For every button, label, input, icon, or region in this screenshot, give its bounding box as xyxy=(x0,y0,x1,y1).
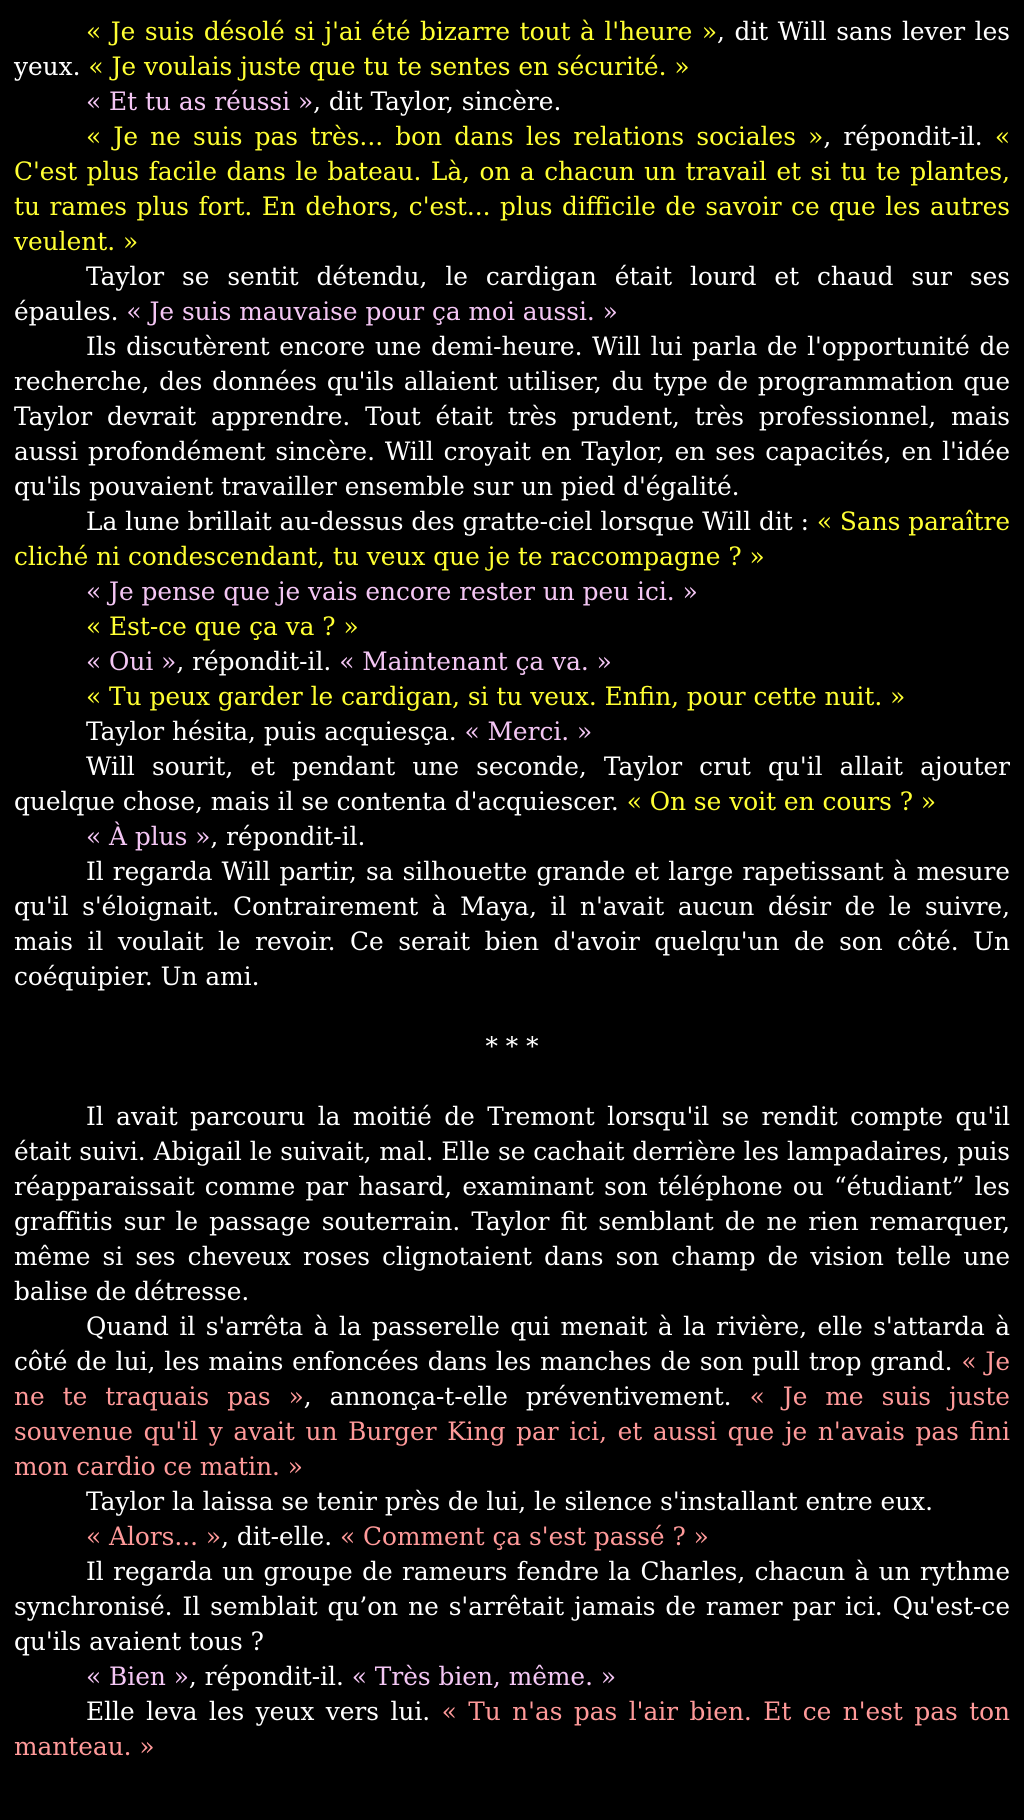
story-paragraph xyxy=(14,1484,1010,1519)
dialogue-taylor: « Oui » xyxy=(86,647,177,676)
story-paragraph xyxy=(14,819,1010,854)
narration-text: , répondit-il. xyxy=(823,122,995,151)
narration-text: La lune brillait au-dessus des gratte-ciel lorsque Will dit : xyxy=(86,507,817,536)
dialogue-will: « Tu peux garder le cardigan, si tu veux. Enfin, pour cette nuit. » xyxy=(86,682,906,711)
dialogue-will: « On se voit en cours ? » xyxy=(626,787,937,816)
narration-text: Il avait parcouru la moitié de Tremont lorsqu'il se rendit compte qu'il était suivi. Abigail le suivait, mal. Elle se cachait derrière les lampadaires, puis réapparaissait comme par hasard, examinant son téléphone ou “étudiant” les graffitis sur le passage souterrain. Taylor fit semblant de ne rien remarquer, même si ses cheveux roses clignotaient dans son champ de vision telle une balise de détresse. xyxy=(14,1102,1010,1306)
story-paragraph xyxy=(14,679,1010,714)
dialogue-taylor: « Je suis mauvaise pour ça moi aussi. » xyxy=(126,297,618,326)
dialogue-taylor: « Et tu as réussi » xyxy=(86,87,314,116)
story-paragraph xyxy=(14,1519,1010,1554)
narration-text: Taylor hésita, puis acquiesça. xyxy=(86,717,465,746)
scene-break: * * * xyxy=(485,1032,539,1061)
story-paragraph xyxy=(14,329,1010,504)
story-paragraph xyxy=(14,504,1010,574)
narration-text: , répondit-il. xyxy=(176,647,340,676)
narration-text: Il regarda un groupe de rameurs fendre la Charles, chacun à un rythme synchronisé. Il semblait qu’on ne s'arrêtait jamais de ramer par ici. Qu'est-ce qu'ils avaient tous ? xyxy=(14,1557,1010,1656)
dialogue-abigail: « Je ne te traquais pas » xyxy=(14,1347,1011,1411)
story-paragraph xyxy=(14,644,1010,679)
narration-text: , dit Will sans lever les yeux. xyxy=(14,17,1010,81)
narration-text: Will sourit, et pendant une seconde, Taylor crut qu'il allait ajouter quelque chose, mais il se contenta d'acquiescer. xyxy=(14,752,1010,816)
story-paragraph xyxy=(14,714,1010,749)
dialogue-will: « Je ne suis pas très... bon dans les relations sociales » xyxy=(86,122,824,151)
narration-text: Taylor la laissa se tenir près de lui, le silence s'installant entre eux. xyxy=(86,1487,934,1516)
story-paragraph xyxy=(14,1659,1010,1694)
dialogue-abigail: « Comment ça s'est passé ? » xyxy=(340,1522,709,1551)
story-paragraph xyxy=(14,749,1010,819)
dialogue-taylor: « Maintenant ça va. » xyxy=(339,647,612,676)
narration-text: Taylor se sentit détendu, le cardigan était lourd et chaud sur ses épaules. xyxy=(14,262,1010,326)
story-paragraph xyxy=(14,609,1010,644)
narration-text: , annonça-t-elle préventivement. xyxy=(303,1382,750,1411)
narration-text: Quand il s'arrêta à la passerelle qui menait à la rivière, elle s'attarda à côté de lui, les mains enfoncées dans les manches de son pull trop grand. xyxy=(14,1312,1010,1376)
dialogue-taylor: « À plus » xyxy=(86,822,211,851)
dialogue-taylor: « Bien » xyxy=(86,1662,189,1691)
dialogue-taylor: « Merci. » xyxy=(464,717,593,746)
story-paragraph xyxy=(14,1099,1010,1309)
narration-text: , répondit-il. xyxy=(210,822,366,851)
story-section-after-break xyxy=(14,1099,1010,1764)
dialogue-abigail: « Tu n'as pas l'air bien. Et ce n'est pas ton manteau. » xyxy=(14,1697,1011,1761)
narration-text: Il regarda Will partir, sa silhouette grande et large rapetissant à mesure qu'il s'éloignait. Contrairement à Maya, il n'avait aucun désir de le suivre, mais il voulait le revoir. Ce serait bien d'avoir quelqu'un de son côté. Un coéquipier. Un ami. xyxy=(14,857,1010,991)
narration-text: , dit-elle. xyxy=(221,1522,340,1551)
narration-text: , répondit-il. xyxy=(188,1662,352,1691)
dialogue-abigail: « Je me suis juste souvenue qu'il y avait un Burger King par ici, et aussi que je n'avais pas fini mon cardio ce matin. » xyxy=(14,1382,1010,1481)
narration-text: Elle leva les yeux vers lui. xyxy=(86,1697,442,1726)
dialogue-abigail: « Alors... » xyxy=(86,1522,222,1551)
dialogue-taylor: « Je pense que je vais encore rester un peu ici. » xyxy=(86,577,698,606)
story-paragraph xyxy=(14,1554,1010,1659)
story-paragraph xyxy=(14,574,1010,609)
story-paragraph xyxy=(14,84,1010,119)
dialogue-will: « C'est plus facile dans le bateau. Là, on a chacun un travail et si tu te plantes, tu rames plus fort. En dehors, c'est... plus difficile de savoir ce que les autres veulent. » xyxy=(14,122,1010,256)
story-paragraph xyxy=(14,1694,1010,1764)
dialogue-will: « Sans paraître cliché ni condescendant, tu veux que je te raccompagne ? » xyxy=(14,507,1010,571)
narration-text: Ils discutèrent encore une demi-heure. Will lui parla de l'opportunité de recherche, des données qu'ils allaient utiliser, du type de programmation que Taylor devrait apprendre. Tout était très prudent, très professionnel, mais aussi profondément sincère. Will croyait en Taylor, en ses capacités, en l'idée qu'ils pouvaient travailler ensemble sur un pied d'égalité. xyxy=(14,332,1010,501)
dialogue-will: « Est-ce que ça va ? » xyxy=(86,612,359,641)
dialogue-will: « Je suis désolé si j'ai été bizarre tout à l'heure » xyxy=(86,17,718,46)
story-paragraph xyxy=(14,1309,1010,1484)
story-paragraph xyxy=(14,259,1010,329)
dialogue-will: « Je voulais juste que tu te sentes en sécurité. » xyxy=(88,52,690,81)
narration-text: , dit Taylor, sincère. xyxy=(313,87,562,116)
story-paragraph xyxy=(14,14,1010,84)
story-paragraph xyxy=(14,854,1010,994)
story-paragraph xyxy=(14,119,1010,259)
dialogue-taylor: « Très bien, même. » xyxy=(351,1662,617,1691)
story-section-before-break xyxy=(14,14,1010,994)
